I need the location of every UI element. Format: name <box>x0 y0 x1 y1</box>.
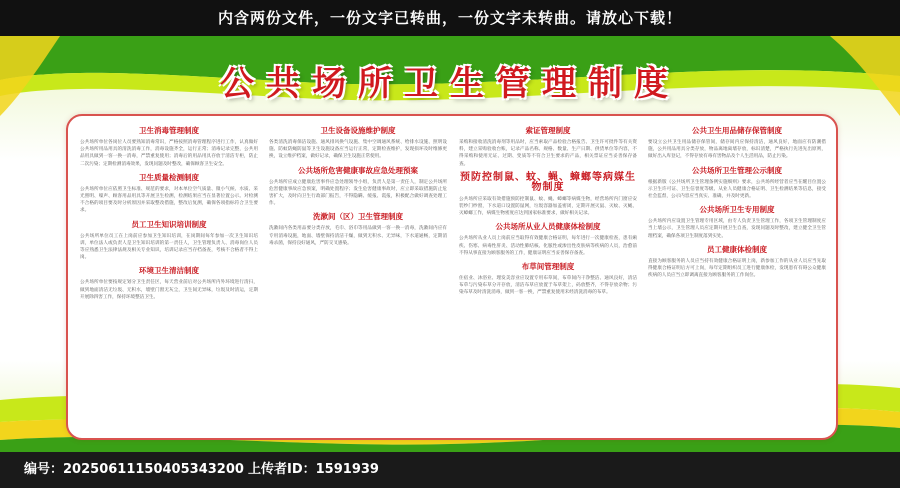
section-heading: 索证管理制度 <box>525 126 571 135</box>
column-3 <box>459 124 637 302</box>
regulation-section <box>269 212 447 247</box>
section-text: 公共场所单位各岗位人员要熟知消毒常识，严格按照消毒管理程序进行工作，认真做好公共场所用品用具的清洗消毒工作，消毒设施齐全，运行正常；消毒记录完整，公共用品用具做到一客一换一消毒，严禁重复使用；消毒后的用品用具存放于清洁专柜，防止二次污染；定期检测消毒效果，发现问题及时整改，确保顾客卫生安全。 <box>80 140 258 167</box>
column-1 <box>80 124 258 306</box>
section-heading: 卫生设备设施维护制度 <box>320 126 396 135</box>
section-heading: 公共场所卫生专用制度 <box>699 205 775 215</box>
section-heading: 卫生消毒管理制度 <box>139 126 199 135</box>
regulation-section <box>80 220 258 262</box>
file-id-label: 编号： <box>24 462 64 477</box>
section-text: 采购和接收清洗消毒剂等用品时，应当索取产品检验合格报告、卫生许可批件等有关资料，建立采购验收台账，记录产品名称、规格、数量、生产日期、供货单位等内容，不得采购和使用无证、过期、变质等不符合卫生要求的产品，相关票证应当妥善保存备查。 <box>459 140 637 167</box>
regulation-section <box>269 126 447 161</box>
regulations-panel <box>66 114 838 440</box>
regulation-section <box>648 205 826 240</box>
section-heading: 环境卫生清洁制度 <box>139 266 199 276</box>
download-notice-banner: 内含两份文件，一份文字已转曲，一份文字未转曲。请放心下载！ <box>0 0 900 36</box>
section-text: 公共场所单位应依照卫生标准、规范的要求，对本单位空气质量、微小气候、水质、采光照明、噪声、顾客用品用具等开展卫生检测，检测结果应当在显著位置公示。对检测不合格的项目要及时分析原因并采取整改措施，整改后复测，确保各项指标符合卫生要求。 <box>80 186 258 214</box>
section-heading: 卫生质量检测制度 <box>139 172 199 182</box>
section-heading: 员工健康体检制度 <box>707 244 767 254</box>
regulation-section <box>459 126 637 168</box>
section-text: 公共场所内应设置卫生管理专用区域，由专人负责卫生管理工作，各项卫生管理制度应当上墙公示，卫生管理人员应定期开展卫生自查，发现问题及时整改，建立健全卫生管理档案，确保各项卫生制度落到实处。 <box>648 219 826 239</box>
section-heading: 公共卫生用品储存保管制度 <box>692 126 782 135</box>
section-heading: 员工卫生知识培训制度 <box>131 219 207 229</box>
file-id <box>24 452 244 488</box>
section-text: 直接为顾客服务的人员应当持有效健康合格证明上岗，新参加工作的从业人员应当先取得健康合格证明后方可上岗，每年定期组织员工进行健康体检，发现患有有碍公众健康疾病的人员应当立即调离直接为顾客服务的工作岗位。 <box>648 258 826 279</box>
regulation-section <box>459 173 637 218</box>
section-heading: 公共场所从业人员健康体检制度 <box>495 222 601 232</box>
bulletin-board <box>0 36 900 452</box>
uploader-id-value: 1591939 <box>315 462 379 477</box>
regulation-section <box>80 266 258 301</box>
section-text: 公共场所应采取有效措施预防控制鼠、蚊、蝇、蟑螂等病媒生物，经营场所内门窗应安装纱门纱窗，下水道口设置防鼠网，垃圾容器加盖密闭，定期开展灭鼠、灭蚊、灭蝇、灭蟑螂工作，病媒生物密度应达到国家标准要求，做好相关记录。 <box>459 196 637 217</box>
regulation-section <box>459 262 637 297</box>
uploader-id-label: 上传者ID： <box>248 462 316 477</box>
regulation-section <box>459 222 637 257</box>
regulation-section <box>269 166 447 208</box>
section-text: 公共场所单位员工在上岗前应参加卫生知识培训，在岗期间每年参加一次卫生知识培训，单位法人或负责人是卫生知识培训的第一责任人，卫生管理负责人、消毒岗位人员等应熟悉卫生法律法规及相关专业知识，培训记录应当存档备查，考核不合格者不得上岗。 <box>80 233 258 261</box>
section-text: 要设立公共卫生用品储存保管间，储存间内应保持清洁，通风良好，地面应有防潮措施，公共用品用具分类存放，物品离地离墙存放，标识清楚，严格执行先进先出原则，做好出入库登记，不得存放有毒有害物品及个人生活用品，防止污染。 <box>648 140 826 160</box>
file-info-bar <box>0 452 900 488</box>
section-heading: 布草间管理制度 <box>521 262 575 272</box>
regulation-section <box>80 173 258 215</box>
file-id-value: 20250611150405343200 <box>63 462 244 477</box>
section-heading: 洗漱间（区）卫生管理制度 <box>313 212 403 222</box>
section-text: 公共场所单位要按规定划分卫生责任区，每天营业前后对公共场所内外环境进行清扫，做到地面清洁无垃圾、无积水，墙壁门窗无灰尘，卫生间无异味，垃圾及时清运，定期开展除四害工作，保持环境整洁卫生。 <box>80 280 258 300</box>
regulation-section <box>648 126 826 161</box>
section-text: 公共场所应成立健康危害事件应急处理领导小组，负责人是第一责任人，制定公共场所危害健康事故应急预案，明确处置程序；发生危害健康事故时，应立即采取措施防止危害扩大，及时向卫生行政部门报告，不得隐瞒、缓报、谎报，积极配合做好调查处理工作。 <box>269 179 447 207</box>
column-4 <box>648 124 826 284</box>
section-text: 根据新版《公共场所卫生管理条例实施细则》要求，公共场所经营者应当在醒目位置公示卫生许可证、卫生信誉度等级、从业人员健康合格证明、卫生检测结果等信息，接受社会监督，公示内容应当真实、准确，并及时更新。 <box>648 179 826 200</box>
section-heading: 公共场所危害健康事故应急处理预案 <box>298 165 418 175</box>
section-heading: 公共场所卫生管理公示制度 <box>692 165 782 175</box>
regulation-section <box>80 126 258 168</box>
section-heading: 预防控制鼠、蚊、蝇、蟑螂等病媒生物制度 <box>460 171 636 193</box>
column-2 <box>269 124 447 252</box>
regulation-section <box>648 245 826 280</box>
regulation-section <box>648 166 826 201</box>
section-text: 公共场所从业人员上岗前应当取得有效健康合格证明，每年进行一次健康检查，患有痢疾、伤寒、病毒性肝炎、活动性肺结核、化脓性或渗出性皮肤病等疾病的人员，治愈前不得从事直接为顾客服务的工作，健康证明应当妥善保存备查。 <box>459 236 637 256</box>
uploader-id <box>248 452 379 488</box>
page-title: 公共场所卫生管理制度 <box>220 64 680 104</box>
section-text: 住宿业、沐浴业、理发美容业应设置专用布草间，布草间内干净整洁、通风良好，清洁布草与污染布草分开存放，清洁布草应放置于布草架上，码放整齐，不得存放杂物；污染布草及时清洗消毒，做到一客一换，严禁重复使用未经清洗消毒的布草。 <box>459 276 637 296</box>
section-text: 洗漱间内各类用品要分类存放，毛巾、浴巾等用品做到一客一换一消毒，洗漱间内应有专用消毒设施，地面、墙壁保持清洁干燥，做到无积水、无异味，下水道通畅，定期消毒杀菌，保持良好通风，严防交叉感染。 <box>269 226 447 246</box>
section-text: 各类清洗消毒保洁设施、通风排风换气设施、集中空调通风系统、给排水设施、照明设施、防蚊防蝇防鼠等卫生设施设备应当运行正常，定期检查维护，发现损坏及时维修更换，设立维护档案，做好记录，确保卫生设施正常使用。 <box>269 140 447 160</box>
